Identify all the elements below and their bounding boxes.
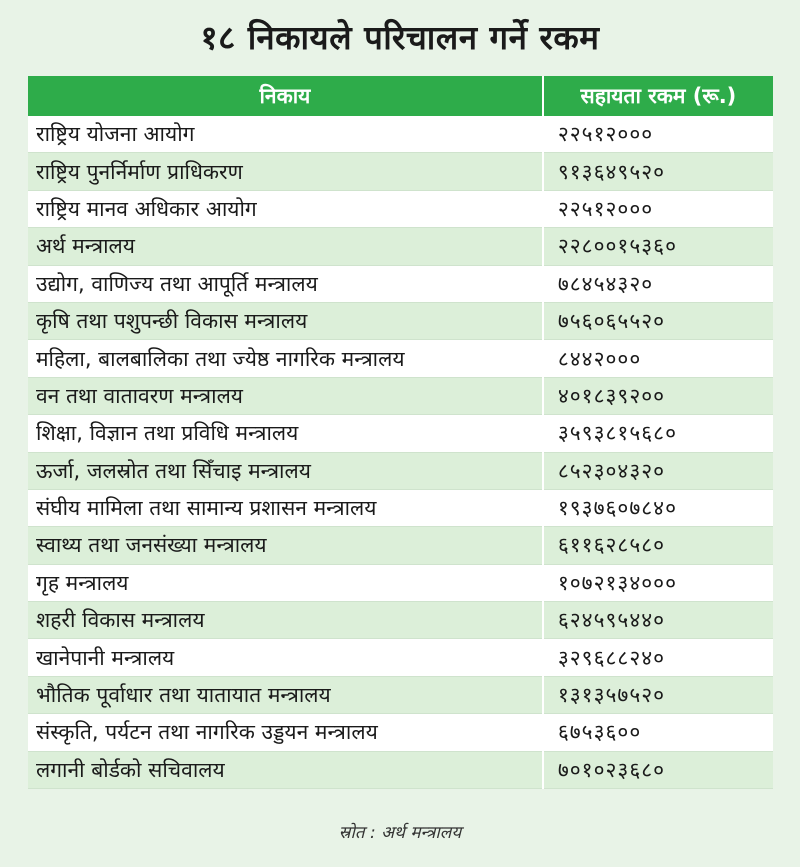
- agency-name-cell: अर्थ मन्त्रालय: [28, 228, 543, 265]
- table-row: [28, 415, 773, 452]
- source-note: स्रोत : अर्थ मन्त्रालय: [338, 823, 462, 843]
- table-row: [28, 116, 773, 153]
- amount-cell: २२५१२०००: [543, 116, 773, 153]
- amount-cell: ३५९३८१५६८०: [543, 415, 773, 452]
- table-row: [28, 527, 773, 564]
- agency-name-cell: राष्ट्रिय मानव अधिकार आयोग: [28, 190, 543, 227]
- amount-cell: ८५२३०४३२०: [543, 452, 773, 489]
- amount-cell: ७०१०२३६८०: [543, 751, 773, 788]
- table-row: [28, 302, 773, 339]
- agency-name-cell: महिला, बालबालिका तथा ज्येष्ठ नागरिक मन्त्रालय: [28, 340, 543, 377]
- amount-cell: १०७२१३४०००: [543, 564, 773, 601]
- amount-cell: ८४४२०००: [543, 340, 773, 377]
- amount-cell: १३१३५७५२०: [543, 676, 773, 713]
- amount-cell: ६२४५९५४४०: [543, 602, 773, 639]
- amount-cell: ४०१८३९२००: [543, 377, 773, 414]
- agency-name-cell: उद्योग, वाणिज्य तथा आपूर्ति मन्त्रालय: [28, 265, 543, 302]
- amount-cell: ९१३६४९५२०: [543, 153, 773, 190]
- table-row: [28, 377, 773, 414]
- table-row: [28, 452, 773, 489]
- table-row: [28, 639, 773, 676]
- agency-amount-table: [28, 76, 773, 789]
- table-header-row: [28, 76, 773, 116]
- amount-cell: ६११६२८५८०: [543, 527, 773, 564]
- agency-name-cell: संस्कृति, पर्यटन तथा नागरिक उड्डयन मन्त्रालय: [28, 714, 543, 751]
- table-row: [28, 751, 773, 788]
- agency-name-cell: भौतिक पूर्वाधार तथा यातायात मन्त्रालय: [28, 676, 543, 713]
- amount-cell: २२५१२०००: [543, 190, 773, 227]
- agency-name-cell: संघीय मामिला तथा सामान्य प्रशासन मन्त्रालय: [28, 489, 543, 526]
- amount-cell: २२८००१५३६०: [543, 228, 773, 265]
- header-agency: निकाय: [28, 76, 543, 116]
- table-row: [28, 489, 773, 526]
- agency-name-cell: शहरी विकास मन्त्रालय: [28, 602, 543, 639]
- table-body: [28, 116, 773, 789]
- agency-name-cell: राष्ट्रिय योजना आयोग: [28, 116, 543, 153]
- table-row: [28, 714, 773, 751]
- table-row: [28, 564, 773, 601]
- amount-cell: १९३७६०७८४०: [543, 489, 773, 526]
- header-amount: सहायता रकम (रू.): [543, 76, 773, 116]
- agency-name-cell: स्वाथ्य तथा जनसंख्या मन्त्रालय: [28, 527, 543, 564]
- table-row: [28, 190, 773, 227]
- amount-cell: ३२९६८८२४०: [543, 639, 773, 676]
- table-row: [28, 340, 773, 377]
- table-row: [28, 228, 773, 265]
- agency-name-cell: ऊर्जा, जलस्रोत तथा सिँचाइ मन्त्रालय: [28, 452, 543, 489]
- agency-name-cell: गृह मन्त्रालय: [28, 564, 543, 601]
- agency-name-cell: शिक्षा, विज्ञान तथा प्रविधि मन्त्रालय: [28, 415, 543, 452]
- table-row: [28, 676, 773, 713]
- amount-cell: ७८४५४३२०: [543, 265, 773, 302]
- agency-name-cell: लगानी बोर्डको सचिवालय: [28, 751, 543, 788]
- agency-name-cell: खानेपानी मन्त्रालय: [28, 639, 543, 676]
- table-row: [28, 602, 773, 639]
- agency-name-cell: वन तथा वातावरण मन्त्रालय: [28, 377, 543, 414]
- agency-name-cell: राष्ट्रिय पुनर्निर्माण प्राधिकरण: [28, 153, 543, 190]
- page-title: १८ निकायले परिचालन गर्ने रकम: [200, 18, 600, 57]
- table-row: [28, 153, 773, 190]
- table-row: [28, 265, 773, 302]
- agency-name-cell: कृषि तथा पशुपन्छी विकास मन्त्रालय: [28, 302, 543, 339]
- amount-cell: ७५६०६५५२०: [543, 302, 773, 339]
- amount-cell: ६७५३६००: [543, 714, 773, 751]
